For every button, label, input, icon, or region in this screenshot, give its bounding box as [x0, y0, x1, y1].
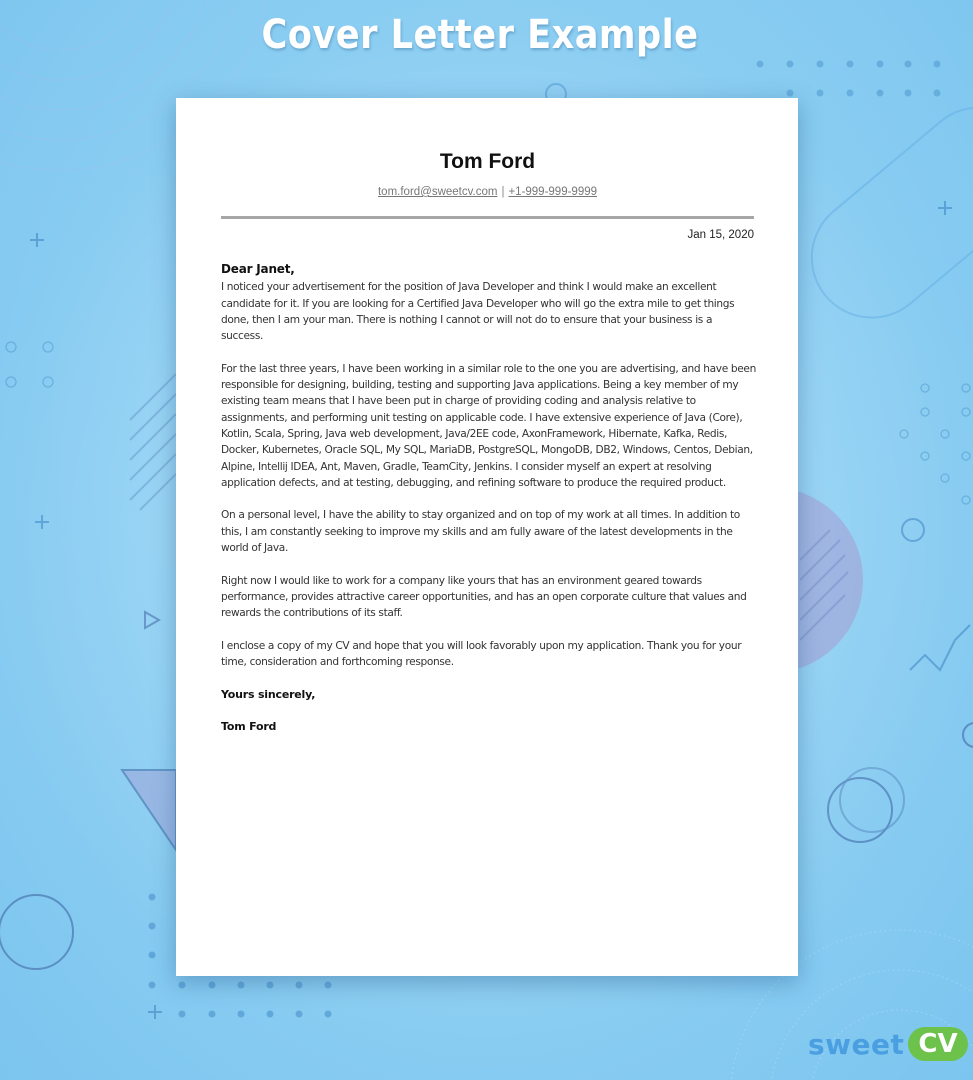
contact-separator: |	[501, 186, 505, 198]
signature: Tom Ford	[221, 720, 277, 734]
phone-link[interactable]: +1-999-999-9999	[508, 186, 598, 198]
paragraph-3: On a personal level, I have the ability to stay organized and on top of my work at all times. In addition to this, I am constantly seeking to improve my skills and am fully aware of the latest developments in the world of Java.	[221, 509, 740, 555]
paragraph-5: I enclose a copy of my CV and hope that you will look favorably upon my application. Thank you for your time, consideration and forthcoming response.	[221, 639, 742, 669]
header-divider	[221, 216, 754, 219]
logo-badge-cv: CV	[908, 1027, 967, 1061]
sweetcv-logo	[808, 1026, 968, 1062]
banner-title: Cover Letter Example	[261, 12, 699, 58]
letter-body	[221, 261, 757, 752]
email-link[interactable]: tom.ford@sweetcv.com	[377, 186, 498, 198]
closing: Yours sincerely,	[221, 687, 316, 701]
contact-line	[221, 186, 754, 198]
cover-letter-page	[176, 98, 798, 976]
paragraph-1: I noticed your advertisement for the position of Java Developer and think I would make an excellent candidate for it. If you are looking for a Certified Java Developer who will go the extra mile to get things done, then I am your man. There is nothing I cannot or will not do to ensure that your business is a success.	[221, 281, 735, 343]
paragraph-4: Right now I would like to work for a company like yours that has an environment geared towards performance, provides attractive career opportunities, and has an open corporate culture that values and rewards the contributions of its staff.	[221, 574, 747, 620]
letter-date: Jan 15, 2020	[687, 229, 754, 241]
paragraph-2: For the last three years, I have been working in a similar role to the one you are advertising, and have been responsible for designing, building, testing and supporting Java applications. Being a key member of my existing team means that I have been put in charge of providing coding and analysis relative to assignments, and performing unit testing on applicable code. I have extensive experience of Java (Core), Kotlin, Scala, Spring, Java web development, Java/2EE code, AxonFramework, Hibernate, Kafka, Redis, Docker, Kubernetes, Oracle SQL, My SQL, MariaDB, PostgreSQL, MongoDB, DB2, Windows, Centos, Debian, Alpine, Intellij IDEA, Ant, Maven, Gradle, TeamCity, Jenkins. I consider myself an expert at resolving application defects, and at testing, debugging, and refining software to produce the required product.	[221, 362, 756, 489]
logo-word-sweet: sweet	[808, 1027, 905, 1061]
salutation: Dear Janet,	[221, 262, 295, 276]
sender-name: Tom Ford	[439, 150, 536, 173]
